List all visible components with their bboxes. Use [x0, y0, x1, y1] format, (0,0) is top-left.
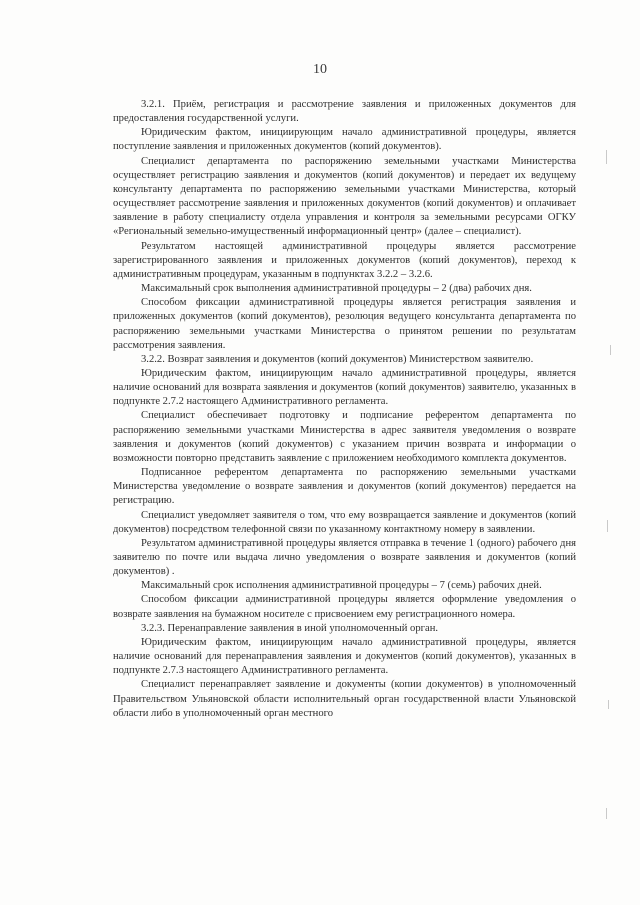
scan-speck: [606, 150, 607, 164]
paragraph: Результатом настоящей административной процедуры является рассмотрение зарегистрированного заявления и приложенных документов (копий документов), переход к административным процедурам, указанным в подпунктах 3.2.2 – 3.2.6.: [113, 240, 576, 280]
paragraph: Способом фиксации административной процедуры является оформление уведомления о возврате заявления на бумажном носителе с присвоением ему регистрационного номера.: [113, 594, 576, 620]
scan-speck: [607, 520, 608, 532]
scan-speck: [608, 700, 609, 709]
paragraph: Способом фиксации административной процедуры является регистрация заявления и приложенных документов (копий документов), резолюция ведущего консультанта департамента по распоряжению земельными участками Министерства о принятом решении по результатам рассмотрения заявления.: [113, 297, 576, 351]
paragraph: Юридическим фактом, инициирующим начало административной процедуры, является наличие оснований для возврата заявления и документов (копий документов) заявителю, указанных в подпункте 2.7.2 настоящего Административного регламента.: [113, 367, 576, 408]
paragraph: Результатом административной процедуры является отправка в течение 1 (одного) рабочего дня заявителю по почте или выдача лично уведомления о возврате заявления и документов (копий документов) .: [113, 537, 576, 578]
paragraph: Максимальный срок выполнения административной процедуры – 2 (два) рабочих дня.: [141, 283, 532, 295]
page-number: 10: [313, 62, 327, 77]
paragraph: Специалист уведомляет заявителя о том, что ему возвращается заявление и документов (копий документов) посредством телефонной связи по указанному контактному номеру в заявлении.: [113, 509, 576, 535]
paragraph: Подписанное референтом департамента по распоряжению земельными участками Министерства уведомление о возврате заявления и документов (копий документов) передается на регистрацию.: [113, 467, 576, 507]
scan-speck: [606, 808, 607, 819]
paragraph: Специалист обеспечивает подготовку и подписание референтом департамента по распоряжению земельными участками Министерства в адрес заявителя уведомления о возврате заявления и документов (копий документов) с указанием причин возврата и информации о возможности повторно представить заявление с приложением необходимого комплекта документов.: [113, 410, 576, 464]
scan-speck: [610, 345, 611, 355]
paragraph: Специалист департамента по распоряжению земельными участками Министерства осуществляет регистрацию заявления и документов (копий документов) и передает их ведущему консультанту департамента по распоряжению земельными участками Министерства, который осуществляет рассмотрение заявления и приложенных документов (копий документов) и оплачивает заявление в работу специалисту отдела управления и контроля за земельными ресурсами ОГКУ «Региональный земельно-имущественный информационный центр» (далее – специалист).: [113, 155, 576, 238]
paragraph-3-2-2-heading: 3.2.2. Возврат заявления и документов (копий документов) Министерством заявителю.: [141, 353, 534, 365]
paragraph-3-2-3-heading: 3.2.3. Перенаправление заявления в иной уполномоченный орган.: [141, 622, 439, 634]
paragraph: Юридическим фактом, инициирующим начало административной процедуры, является наличие оснований для перенаправления заявления и документов (копий документов), указанных в подпункте 2.7.3 настоящего Административного регламента.: [113, 636, 576, 677]
document-body: [113, 98, 576, 721]
paragraph: Юридическим фактом, инициирующим начало административной процедуры, является поступление заявления и приложенных документов (копий документов).: [113, 127, 576, 153]
paragraph: Максимальный срок исполнения административной процедуры – 7 (семь) рабочих дней.: [141, 580, 542, 592]
paragraph-3-2-1-heading: 3.2.1. Приём, регистрация и рассмотрение заявления и приложенных документов для предоставления государственной услуги.: [113, 99, 576, 125]
paragraph: Специалист перенаправляет заявление и документы (копии документов) в уполномоченный Правительством Ульяновской области исполнительный орган государственной власти Ульяновской области либо в уполномоченный орган местного: [113, 679, 576, 719]
